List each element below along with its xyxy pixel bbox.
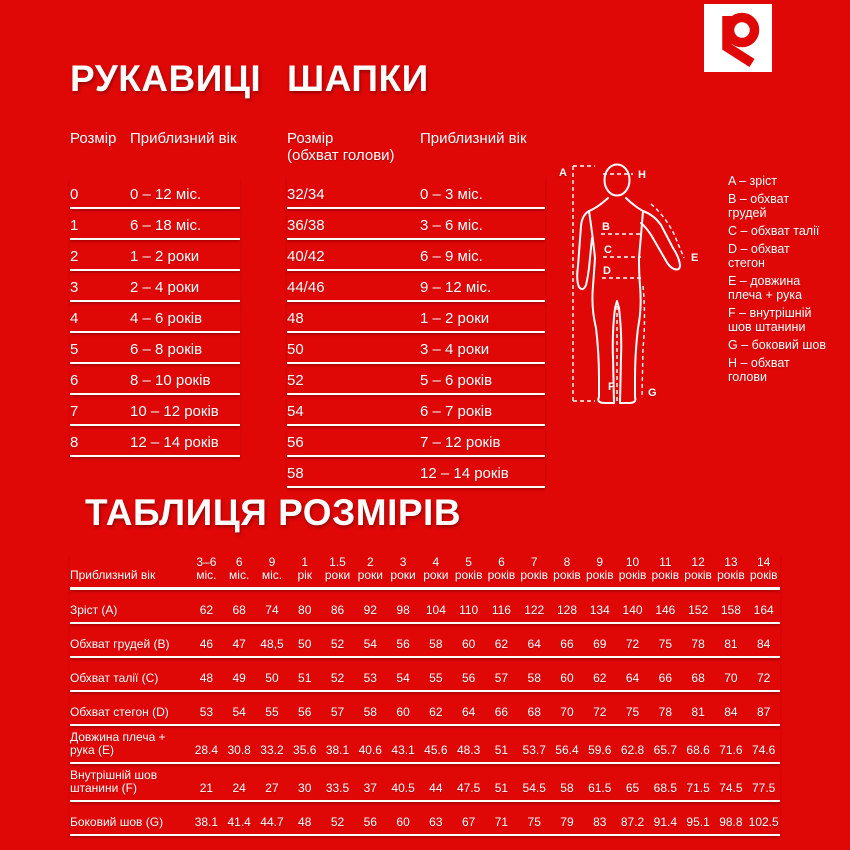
measurement-row-values: [190, 706, 780, 719]
measurement-value: 55: [429, 671, 443, 685]
measurement-value: 58: [363, 705, 377, 719]
age-column-number: 2: [366, 555, 374, 569]
mittens-size-value: 3: [70, 279, 79, 296]
mittens-age-value: 8 – 10 років: [130, 372, 211, 389]
hats-col-size: Розмір (обхват голови): [287, 130, 395, 164]
measurement-row: [70, 692, 780, 726]
legend-item: E – довжина плеча + рука: [728, 274, 803, 302]
age-header-label: Приблизний вік: [70, 568, 156, 582]
mittens-row: [70, 364, 240, 395]
age-column-unit: років: [585, 568, 614, 582]
measurement-value: 70: [560, 705, 574, 719]
age-column-header: [256, 556, 289, 582]
hats-header-row: [287, 130, 545, 178]
measurement-value: 122: [524, 603, 545, 617]
measurement-value: 57: [330, 705, 345, 719]
measurement-value: 158: [720, 603, 741, 617]
measurement-value: 47.5: [456, 781, 481, 795]
measurement-value: 54: [396, 671, 410, 685]
age-column-number: 1: [301, 555, 309, 569]
measurement-value: 164: [753, 603, 774, 617]
measurement-value: 83: [593, 815, 607, 829]
measurement-value: 54: [363, 637, 377, 651]
mittens-title: РУКАВИЦІ: [70, 58, 262, 99]
measurement-value: 41.4: [227, 815, 251, 829]
body-measurement-diagram: [553, 158, 703, 423]
age-column-header: [387, 556, 420, 582]
measurement-value: 81: [724, 637, 738, 651]
hats-age-value: 6 – 9 міс.: [420, 248, 483, 265]
measurement-value: 84: [724, 705, 738, 719]
measurement-value: 86: [330, 603, 345, 617]
hats-size-value: 50: [287, 341, 304, 358]
age-column-number: 4: [432, 555, 440, 569]
measurement-row-label: Обхват грудей (B): [70, 637, 170, 651]
age-column-unit: років: [553, 568, 581, 582]
mittens-size-value: 1: [70, 217, 79, 234]
diagram-label-b: B: [602, 221, 610, 233]
hats-age-value: 0 – 3 міс.: [420, 186, 483, 203]
measurement-value: 65: [625, 781, 640, 795]
hats-size-value: 48: [287, 310, 304, 327]
age-column-header: [583, 556, 616, 582]
legend-item: A – зріст: [728, 174, 777, 188]
measurement-value: 38.1: [194, 815, 219, 829]
measurement-row-label: Довжина плеча + рука (E): [70, 730, 166, 757]
measurement-value: 134: [589, 603, 610, 617]
age-column-number: 10: [625, 555, 640, 569]
measurement-value: 65.7: [653, 743, 677, 757]
age-column-unit: роки: [357, 568, 383, 582]
measurement-value: 60: [396, 815, 410, 829]
measurement-value: 30.8: [227, 743, 251, 757]
diagram-label-a: A: [559, 167, 567, 179]
measurement-value: 75: [658, 637, 672, 651]
hats-row: [287, 395, 545, 426]
measurement-value: 68.5: [653, 781, 677, 795]
legend-item: B – обхват грудей: [728, 192, 790, 220]
measurement-value: 75: [625, 705, 640, 719]
age-column-header: [616, 556, 649, 582]
measurement-value: 38.1: [325, 743, 350, 757]
measurement-value: 74: [265, 603, 279, 617]
measurement-value: 77.5: [751, 781, 776, 795]
measurement-value: 51: [494, 743, 509, 757]
measurement-value: 62.8: [620, 743, 645, 757]
measurement-value: 67: [461, 815, 476, 829]
age-column-number: 1.5: [329, 555, 346, 569]
measurement-row-label: Зріст (A): [70, 603, 118, 617]
age-column-header: [288, 556, 321, 582]
mittens-age-value: 1 – 2 роки: [130, 248, 200, 265]
measurement-value: 104: [425, 603, 446, 617]
mittens-age-value: 2 – 4 роки: [130, 279, 200, 296]
measurement-value: 54: [232, 705, 246, 719]
measurement-value: 30: [298, 781, 312, 795]
measurement-value: 56: [363, 815, 377, 829]
age-column-number: 9: [268, 555, 276, 569]
measurement-value: 44.7: [260, 815, 284, 829]
measurement-value: 53: [363, 671, 377, 685]
measurement-row: [70, 658, 780, 692]
mittens-row: [70, 209, 240, 240]
measurement-value: 51: [494, 781, 509, 795]
age-column-unit: міс.: [196, 568, 217, 582]
mittens-age-value: 0 – 12 міс.: [130, 186, 202, 203]
mittens-rows: [70, 178, 240, 457]
hats-col-age: Приблизний вік: [420, 130, 527, 147]
measurement-row-values: [190, 744, 780, 757]
mittens-col-age: Приблизний вік: [130, 130, 237, 147]
reima-r-icon: [704, 4, 772, 72]
legend-item: F – внутрішній шов штанини: [728, 306, 812, 334]
measurement-value: 71.6: [719, 743, 743, 757]
age-column-unit: роки: [324, 568, 351, 582]
hats-row: [287, 333, 545, 364]
measurement-value: 70: [724, 671, 738, 685]
measurement-value: 40.5: [391, 781, 415, 795]
age-column-unit: міс.: [261, 568, 283, 582]
size-chart-rows: [70, 590, 780, 836]
measurement-row-values: [190, 782, 780, 795]
age-column-unit: років: [684, 568, 712, 582]
mittens-row: [70, 426, 240, 457]
measurement-value: 48: [199, 671, 214, 685]
hats-size-value: 56: [287, 434, 304, 451]
measurement-value: 81: [691, 705, 705, 719]
measurement-value: 68: [691, 671, 705, 685]
measurement-value: 66: [658, 671, 672, 685]
hats-row: [287, 302, 545, 333]
measurement-value: 68: [232, 603, 246, 617]
size-chart-header-row: [70, 556, 780, 590]
measurement-value: 61.5: [588, 781, 612, 795]
diagram-label-e: E: [691, 252, 699, 264]
hats-table: [287, 130, 545, 488]
measurement-value: 37: [363, 781, 377, 795]
legend-item: C – обхват талії: [728, 224, 820, 238]
measurement-value: 60: [560, 671, 574, 685]
age-column-unit: роки: [390, 568, 416, 582]
age-column-header: [419, 556, 452, 582]
hats-age-value: 5 – 6 років: [420, 372, 493, 389]
legend-item: D – обхват стегон: [728, 242, 790, 270]
age-column-unit: років: [487, 568, 516, 582]
mittens-row: [70, 240, 240, 271]
measurement-value: 66: [560, 637, 574, 651]
measurement-row-label: Внутрішній шов штанини (F): [70, 768, 158, 795]
measurement-value: 50: [298, 637, 312, 651]
age-column-number: 13: [724, 555, 738, 569]
measurement-value: 80: [298, 603, 312, 617]
measurement-value: 72: [593, 705, 607, 719]
measurement-value: 62: [199, 603, 214, 617]
hats-rows: [287, 178, 545, 488]
measurement-value: 72: [756, 671, 771, 685]
measurement-value: 110: [459, 603, 479, 617]
age-column-unit: років: [749, 568, 778, 582]
mittens-size-value: 7: [70, 403, 79, 420]
mittens-row: [70, 333, 240, 364]
measurement-value: 43.1: [391, 743, 415, 757]
age-column-unit: рік: [297, 568, 313, 582]
age-column-header: [551, 556, 584, 582]
measurement-value: 98: [396, 603, 410, 617]
measurement-value: 40.6: [358, 743, 382, 757]
hats-size-value: 36/38: [287, 217, 325, 234]
age-column-header: [485, 556, 518, 582]
age-column-header: [682, 556, 715, 582]
measurement-value: 55: [265, 705, 279, 719]
age-column-header: [190, 556, 223, 582]
measurement-value: 68.6: [686, 743, 710, 757]
measurement-value: 64: [461, 705, 476, 719]
measurement-value: 62: [429, 705, 443, 719]
age-column-number: 3–6: [196, 555, 217, 569]
measurement-value: 95.1: [686, 815, 710, 829]
measurement-value: 58: [429, 637, 443, 651]
measurement-value: 102.5: [748, 815, 779, 829]
hats-age-value: 7 – 12 років: [420, 434, 501, 451]
hats-size-value: 52: [287, 372, 304, 389]
diagram-label-h: H: [638, 169, 646, 181]
measurement-value: 21: [199, 781, 214, 795]
measurement-value: 75: [527, 815, 541, 829]
measurement-row-values: [190, 638, 780, 651]
measurement-value: 57: [494, 671, 509, 685]
measurement-value: 56: [396, 637, 410, 651]
measurement-value: 140: [622, 603, 643, 617]
age-columns: [190, 556, 780, 582]
measurement-value: 79: [560, 815, 574, 829]
hats-age-value: 3 – 6 міс.: [420, 217, 483, 234]
measurement-value: 78: [658, 705, 672, 719]
age-column-number: 5: [465, 555, 472, 569]
measurement-value: 59.6: [588, 743, 612, 757]
mittens-size-value: 8: [70, 434, 79, 451]
diagram-label-c: C: [604, 244, 612, 256]
measurement-value: 58: [560, 781, 574, 795]
age-column-unit: років: [717, 568, 745, 582]
measurement-value: 60: [396, 705, 410, 719]
diagram-label-d: D: [603, 265, 611, 277]
measurement-value: 128: [556, 603, 577, 617]
age-column-number: 6: [498, 555, 505, 569]
age-column-header: [747, 556, 780, 582]
hats-size-value: 44/46: [287, 279, 325, 296]
measurement-value: 71.5: [686, 781, 710, 795]
age-column-header: [223, 556, 256, 582]
mittens-age-value: 6 – 18 міс.: [130, 217, 202, 234]
measurement-value: 51: [298, 671, 312, 685]
measurement-value: 69: [593, 637, 607, 651]
measurement-legend: [728, 174, 830, 388]
measurement-value: 56: [298, 705, 312, 719]
measurement-value: 62: [593, 671, 607, 685]
measurement-value: 64: [625, 671, 640, 685]
measurement-value: 48.3: [456, 743, 481, 757]
measurement-value: 63: [429, 815, 443, 829]
age-column-number: 6: [235, 555, 243, 569]
measurement-value: 91.4: [653, 815, 677, 829]
legend-item: G – боковий шов: [728, 338, 826, 352]
measurement-row: [70, 802, 780, 836]
age-column-header: [715, 556, 748, 582]
measurement-value: 47: [232, 637, 246, 651]
age-column-unit: років: [618, 568, 647, 582]
hats-row: [287, 426, 545, 457]
measurement-value: 68: [527, 705, 541, 719]
measurement-value: 33.2: [260, 743, 284, 757]
measurement-value: 46: [199, 637, 214, 651]
measurement-row: [70, 624, 780, 658]
measurement-value: 60: [461, 637, 476, 651]
measurement-value: 84: [756, 637, 771, 651]
mittens-row: [70, 271, 240, 302]
age-column-number: 11: [659, 555, 672, 569]
measurement-row-label: Боковий шов (G): [70, 815, 164, 829]
age-column-unit: міс.: [229, 568, 250, 582]
measurement-value: 92: [363, 603, 377, 617]
mittens-age-value: 12 – 14 років: [130, 434, 219, 451]
age-column-header: [354, 556, 387, 582]
measurement-value: 24: [232, 781, 246, 795]
age-column-number: 7: [530, 555, 538, 569]
measurement-value: 98.8: [719, 815, 743, 829]
diagram-label-f: F: [608, 381, 615, 393]
diagram-label-g: G: [648, 387, 657, 399]
measurement-value: 64: [527, 637, 541, 651]
age-column-unit: років: [520, 568, 549, 582]
hats-size-value: 40/42: [287, 248, 325, 265]
legend-item: H – обхват голови: [728, 356, 790, 384]
age-column-header: [649, 556, 682, 582]
measurement-value: 48,5: [260, 637, 284, 651]
child-figure-outline: [577, 165, 680, 404]
hats-row: [287, 364, 545, 395]
measurement-value: 50: [265, 671, 279, 685]
size-chart-title: ТАБЛИЦЯ РОЗМІРІВ: [85, 492, 462, 533]
hats-age-value: 1 – 2 роки: [420, 310, 490, 327]
measurement-value: 35.6: [293, 743, 317, 757]
measurement-row-label: Обхват стегон (D): [70, 705, 169, 719]
measurement-value: 72: [625, 637, 640, 651]
measurement-value: 49: [232, 671, 246, 685]
age-column-header: [452, 556, 485, 582]
age-column-header: [518, 556, 551, 582]
age-column-unit: років: [651, 568, 680, 582]
hats-age-value: 9 – 12 міс.: [420, 279, 492, 296]
measurement-row: [70, 590, 780, 624]
hats-age-value: 6 – 7 років: [420, 403, 493, 420]
age-column-header: [321, 556, 354, 582]
mittens-age-value: 4 – 6 років: [130, 310, 203, 327]
mittens-row: [70, 395, 240, 426]
measurement-value: 116: [491, 603, 511, 617]
hats-row: [287, 271, 545, 302]
hats-title: ШАПКИ: [287, 58, 429, 99]
hats-size-value: 54: [287, 403, 304, 420]
age-column-number: 3: [399, 555, 407, 569]
measurement-value: 58: [527, 671, 541, 685]
measurement-value: 87.2: [620, 815, 645, 829]
mittens-size-value: 0: [70, 186, 79, 203]
age-column-number: 14: [756, 555, 771, 569]
age-column-unit: роки: [423, 568, 449, 582]
mittens-header-row: [70, 130, 240, 178]
hats-row: [287, 240, 545, 271]
measurement-value: 74.5: [719, 781, 743, 795]
measurement-value: 62: [494, 637, 509, 651]
measurement-row-values: [190, 604, 780, 617]
age-column-number: 9: [596, 555, 604, 569]
measurement-value: 33.5: [325, 781, 350, 795]
measurement-value: 78: [691, 637, 705, 651]
size-chart-table: [70, 556, 780, 836]
measurement-value: 71: [494, 815, 509, 829]
age-column-number: 12: [691, 555, 705, 569]
measurement-value: 66: [494, 705, 509, 719]
mittens-size-value: 2: [70, 248, 79, 265]
measurement-value: 53.7: [522, 743, 546, 757]
measurement-value: 52: [330, 815, 345, 829]
measurement-value: 87: [756, 705, 771, 719]
age-column-number: 8: [563, 555, 571, 569]
hats-size-value: 58: [287, 465, 304, 482]
mittens-size-value: 5: [70, 341, 79, 358]
measurement-value: 56: [461, 671, 476, 685]
mittens-row: [70, 302, 240, 333]
measurement-value: 45.6: [424, 743, 448, 757]
mittens-col-size: Розмір: [70, 130, 117, 147]
age-column-unit: років: [454, 568, 483, 582]
mittens-age-value: 6 – 8 років: [130, 341, 203, 358]
hats-row: [287, 457, 545, 488]
measurement-value: 52: [330, 671, 345, 685]
mittens-row: [70, 178, 240, 209]
hats-size-value: 32/34: [287, 186, 325, 203]
measurement-value: 146: [655, 603, 676, 617]
measurement-value: 28.4: [194, 743, 219, 757]
measurement-value: 44: [429, 781, 443, 795]
mittens-size-value: 4: [70, 310, 79, 327]
reima-logo: [704, 4, 772, 72]
hats-age-value: 3 – 4 роки: [420, 341, 490, 358]
hats-row: [287, 178, 545, 209]
measurement-value: 56.4: [555, 743, 579, 757]
measurement-row-label: Обхват талії (C): [70, 671, 159, 685]
measurement-row-values: [190, 672, 780, 685]
measurement-row-values: [190, 816, 780, 829]
measurement-value: 53: [199, 705, 214, 719]
measurement-value: 48: [298, 815, 312, 829]
hats-row: [287, 209, 545, 240]
measurement-value: 54.5: [522, 781, 546, 795]
mittens-table: [70, 130, 240, 457]
measurement-row: [70, 726, 780, 764]
measurement-row: [70, 764, 780, 802]
measurement-value: 52: [330, 637, 345, 651]
hats-age-value: 12 – 14 років: [420, 465, 509, 482]
measurement-value: 152: [688, 603, 709, 617]
measurement-value: 27: [265, 781, 279, 795]
mittens-size-value: 6: [70, 372, 79, 389]
measurement-value: 74.6: [751, 743, 776, 757]
mittens-age-value: 10 – 12 років: [130, 403, 219, 420]
